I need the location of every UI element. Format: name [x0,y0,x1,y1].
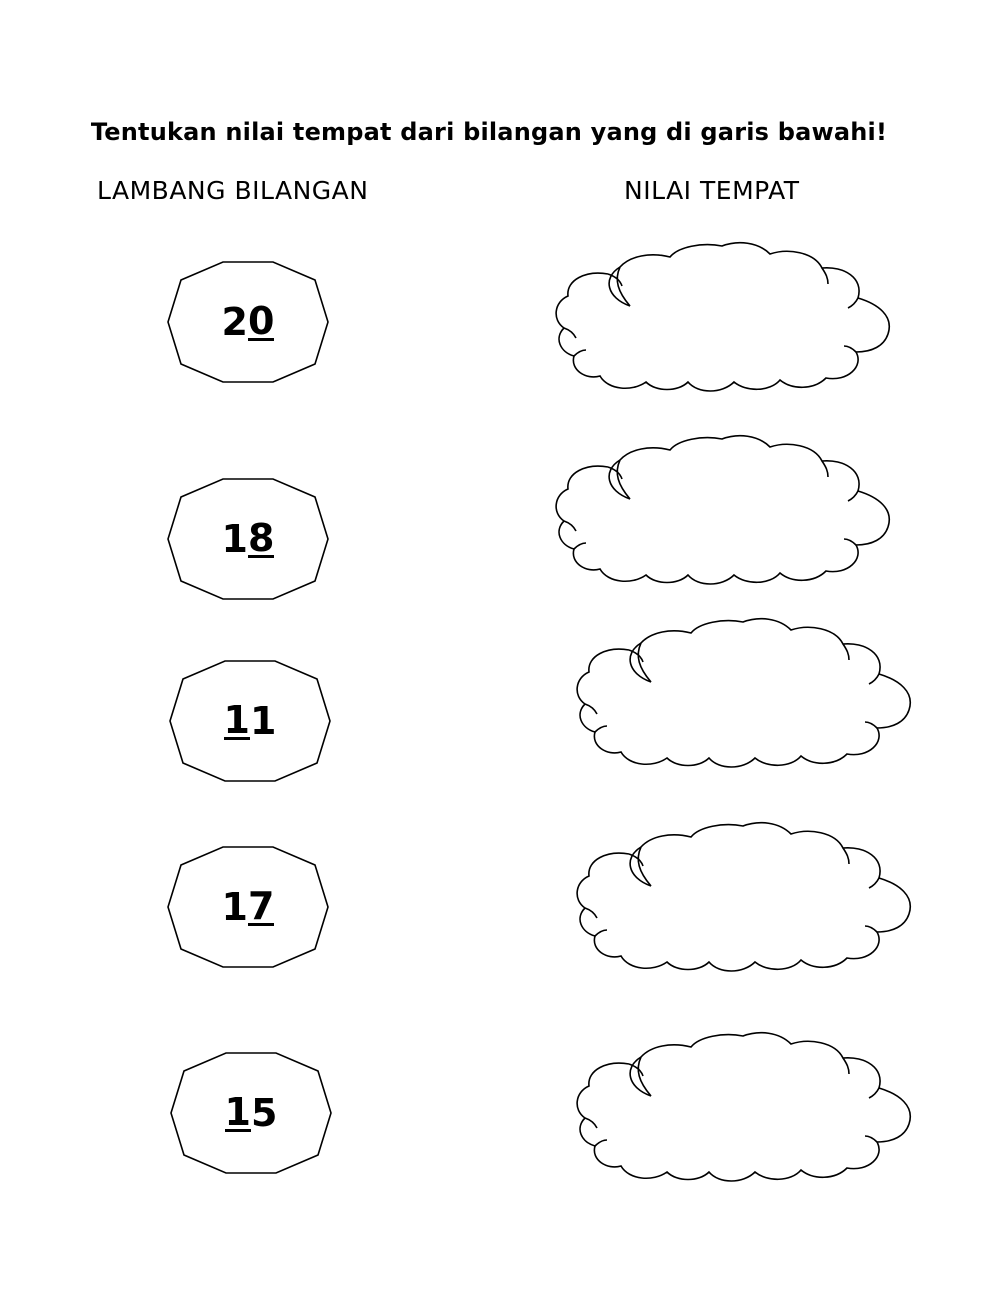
number-value [168,659,332,783]
number-value [166,845,330,969]
number-octagon [166,845,330,969]
ones-digit: 1 [250,699,277,743]
number-octagon [166,477,330,601]
tens-digit: 1 [223,697,250,742]
tens-digit: 1 [221,885,248,929]
number-octagon [169,1051,333,1175]
ones-digit: 5 [251,1091,278,1135]
header-lambang-bilangan: LAMBANG BILANGAN [97,176,369,205]
answer-cloud-box[interactable] [552,240,897,404]
tens-digit: 2 [221,300,248,344]
number-octagon [168,659,332,783]
number-octagon [166,260,330,384]
number-value [169,1051,333,1175]
answer-cloud-box[interactable] [552,433,897,597]
header-nilai-tempat: NILAI TEMPAT [624,176,800,205]
tens-digit: 1 [224,1089,251,1134]
instruction-text: Tentukan nilai tempat dari bilangan yang di garis bawahi! [90,118,888,146]
ones-digit: 7 [248,883,275,928]
ones-digit: 8 [248,515,275,560]
tens-digit: 1 [221,517,248,561]
answer-cloud-box[interactable] [573,616,918,780]
number-value [166,477,330,601]
answer-cloud-box[interactable] [573,820,918,984]
answer-cloud-box[interactable] [573,1030,918,1194]
number-value [166,260,330,384]
ones-digit: 0 [248,298,275,343]
